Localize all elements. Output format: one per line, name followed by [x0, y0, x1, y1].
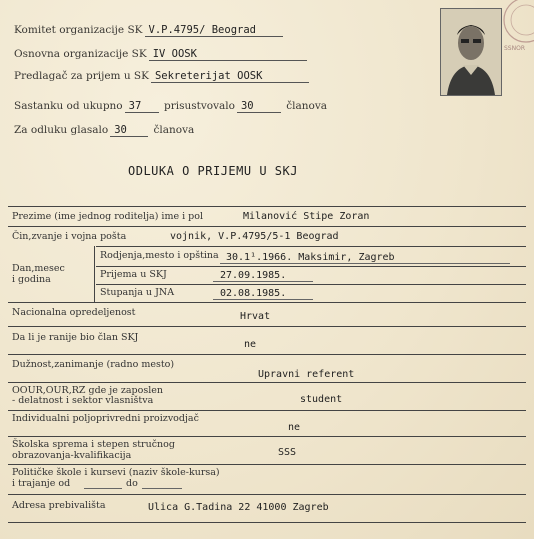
- politicke-do: do: [126, 478, 138, 489]
- adresa-label: Adresa prebivališta: [12, 500, 106, 511]
- ranije-label: Da li je ranije bio član SKJ: [12, 332, 139, 343]
- poljo-label: Individualni poljoprivredni proizvodjač: [12, 413, 199, 424]
- oour-value: student: [300, 394, 343, 405]
- cin-label: Čin,zvanje i vojna pošta: [12, 231, 127, 242]
- sastanku-line: Sastanku od ukupno 37 prisustvovalo 30 članova: [14, 100, 328, 112]
- nacionalna-value: Hrvat: [240, 311, 271, 322]
- skolska-label-2: obrazovanja-kvalifikacija: [12, 450, 132, 461]
- skolska-value: SSS: [278, 447, 297, 458]
- document-title: ODLUKA O PRIJEMU U SKJ: [128, 164, 298, 178]
- prezime-value: Milanović Stipe Zoran: [243, 211, 370, 222]
- dan-label-2: i godina: [12, 274, 51, 285]
- form-table: [8, 200, 526, 530]
- dan-label-1: Dan,mesec: [12, 263, 65, 274]
- predlagac-line: Predlagač za prijem u SK Sekreterijat OOSK: [14, 70, 311, 83]
- applicant-photo: [440, 8, 502, 96]
- rodjenja-label: Rodjenja,mesto i opština: [100, 250, 219, 261]
- politicke-label-1: Političke škole i kursevi (naziv škole-kursa): [12, 467, 220, 478]
- politicke-label-2: i trajanje od: [12, 478, 71, 489]
- adresa-value: Ulica G.Tadina 22 41000 Zagreb: [148, 502, 329, 513]
- rodjenja-value: 30.1¹.1966. Maksimir, Zagreb: [226, 252, 395, 263]
- glasalo-line: Za odluku glasalo 30 članova: [14, 124, 195, 136]
- poljo-value: ne: [288, 422, 301, 433]
- oour-label-2: - delatnost i sektor vlasništva: [12, 395, 154, 406]
- osnovna-line: Osnovna organizacije SK IV OOSK: [14, 48, 309, 61]
- stupanja-label: Stupanja u JNA: [100, 287, 175, 298]
- skolska-label-1: Školska sprema i stepen stručnog: [12, 439, 175, 450]
- ranije-value: ne: [244, 339, 257, 350]
- duznost-value: Upravni referent: [258, 369, 355, 380]
- svg-text:SSNOR: SSNOR: [504, 45, 525, 52]
- prijema-value: 27.09.1985.: [220, 270, 287, 281]
- stupanja-value: 02.08.1985.: [220, 288, 287, 299]
- cin-value: vojnik, V.P.4795/5-1 Beograd: [170, 231, 339, 242]
- nacionalna-label: Nacionalna opredeljenost: [12, 307, 136, 318]
- komitet-line: Komitet organizacije SK V.P.4795/ Beograd: [14, 24, 285, 37]
- oour-label-1: OOUR,OUR,RZ gde je zaposlen: [12, 385, 164, 396]
- duznost-label: Dužnost,zanimanje (radno mesto): [12, 359, 175, 370]
- prezime-label: Prezime (ime jednog roditelja) ime i pol: [12, 211, 204, 222]
- prijema-label: Prijema u SKJ: [100, 269, 167, 280]
